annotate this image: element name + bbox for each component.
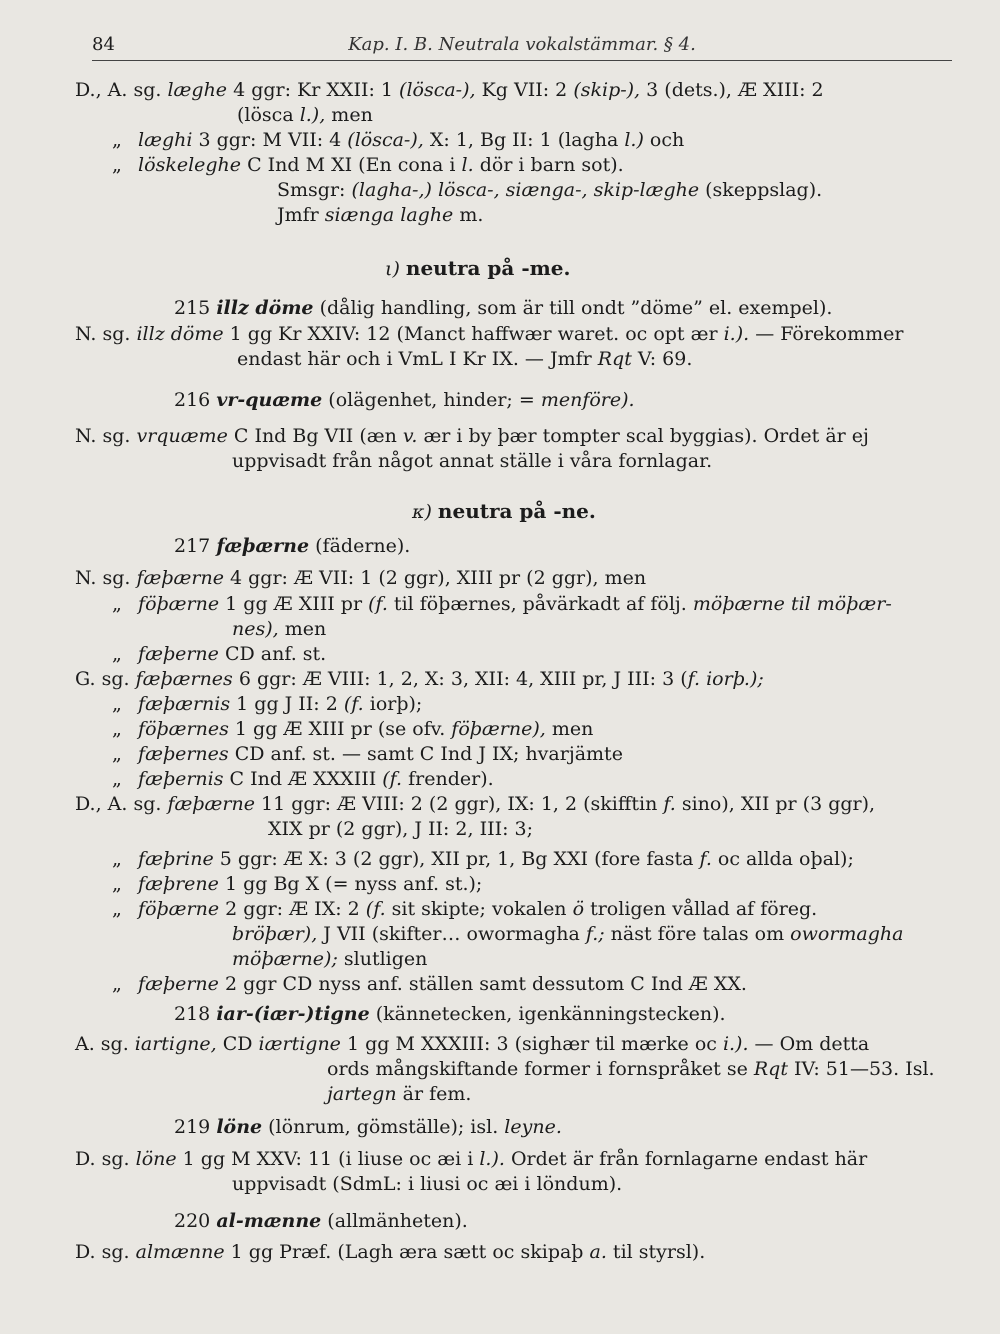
text-segment: fæþærnes: [135, 668, 233, 690]
text-segment: 1 gg Æ XIII pr (se ofv.: [228, 718, 452, 740]
text-line: [174, 388, 635, 412]
text-line: [75, 1147, 867, 1171]
text-segment: 1 gg J II: 2: [230, 693, 344, 715]
text-segment: illz döme: [136, 323, 224, 345]
text-segment: och: [643, 129, 685, 151]
text-line: [277, 178, 822, 202]
text-segment: Rqt: [597, 348, 632, 370]
text-segment: slutligen: [337, 948, 428, 970]
text-segment: (fäderne).: [309, 535, 411, 557]
text-segment: D., A. sg.: [75, 793, 168, 815]
text-segment: (f.: [382, 768, 403, 790]
text-line: [112, 972, 747, 996]
text-segment: ær i by þær tompter scal byggias). Ordet är ej: [417, 425, 869, 447]
text-segment: CD: [216, 1033, 259, 1055]
text-segment: 216: [174, 389, 217, 411]
text-line: [174, 1002, 726, 1026]
text-segment: uppvisadt (SdmL: i liusi oc æi i löndum).: [232, 1173, 623, 1195]
text-segment: (f.: [343, 693, 364, 715]
text-line: [174, 296, 832, 320]
text-segment: löskeleghe: [138, 154, 242, 176]
text-segment: 3 (dets.), Æ XIII: 2: [640, 79, 824, 101]
text-segment: 11 ggr: Æ VIII: 2 (2 ggr), IX: 1, 2 (skifftin: [254, 793, 664, 815]
text-line: [112, 717, 593, 741]
text-segment: föþærnes: [138, 718, 229, 740]
text-line: [75, 322, 903, 346]
text-segment: „: [112, 718, 122, 740]
text-line: [237, 347, 692, 371]
text-line: [232, 947, 427, 971]
text-segment: l.),: [299, 104, 326, 126]
text-segment: (olägenhet, hinder; =: [322, 389, 541, 411]
text-segment: „: [112, 154, 122, 176]
text-segment: „: [112, 973, 122, 995]
text-segment: fæþærnis: [138, 693, 231, 715]
text-segment: ö: [572, 898, 585, 920]
text-segment: föþærne),: [451, 718, 546, 740]
text-segment: CD anf. st. — samt C Ind J IX; hvarjämte: [228, 743, 623, 765]
text-line: [232, 922, 903, 946]
text-line: [174, 1209, 468, 1233]
text-line: [412, 499, 596, 524]
text-segment: κ): [412, 501, 438, 523]
text-segment: (skip-),: [573, 79, 641, 101]
text-segment: frender).: [402, 768, 494, 790]
text-segment: är fem.: [396, 1083, 472, 1105]
text-segment: f.;: [585, 923, 605, 945]
text-segment: l.): [624, 129, 644, 151]
text-line: [75, 792, 875, 816]
text-line: [112, 153, 624, 177]
text-segment: Ordet är från fornlagarne endast här: [504, 1148, 868, 1170]
text-segment: (allmänheten).: [321, 1210, 468, 1232]
text-segment: 1 gg M XXV: 11 (i liuse oc æi i: [176, 1148, 480, 1170]
text-segment: C Ind M XI (En cona i: [241, 154, 462, 176]
text-segment: — Förekommer: [749, 323, 904, 345]
headword: fæþærne: [216, 535, 310, 557]
text-segment: ι): [385, 258, 406, 280]
text-line: [112, 767, 494, 791]
text-segment: 1 gg Præf. (Lagh æra sætt oc skipaþ: [224, 1241, 590, 1263]
text-segment: Smsgr:: [277, 179, 352, 201]
text-segment: V: 69.: [631, 348, 693, 370]
text-segment: 220: [174, 1210, 217, 1232]
text-segment: men: [325, 104, 373, 126]
text-line: [75, 424, 869, 448]
text-segment: v.: [402, 425, 418, 447]
text-segment: D. sg.: [75, 1148, 136, 1170]
text-line: [112, 897, 817, 921]
text-segment: iartigne,: [134, 1033, 217, 1055]
text-segment: (dålig handling, som är till ondt ”döme” el. exempel).: [313, 297, 833, 319]
text-segment: til föþærnes, påvärkadt af följ.: [387, 593, 693, 615]
text-line: [385, 256, 570, 281]
text-segment: 1 gg M XXXIII: 3 (sighær til mærke oc: [340, 1033, 723, 1055]
text-segment: föþærne: [138, 898, 220, 920]
text-segment: 218: [174, 1003, 217, 1025]
text-segment: „: [112, 593, 122, 615]
text-segment: „: [112, 129, 122, 151]
text-segment: nes),: [232, 618, 279, 640]
text-segment: i.).: [722, 1033, 749, 1055]
headword: al-mænne: [216, 1210, 322, 1232]
text-segment: f.: [699, 848, 712, 870]
text-segment: 1 gg Æ XIII pr: [219, 593, 369, 615]
headword: iar-(iær-)tigne: [216, 1003, 370, 1025]
text-segment: (lösca: [237, 104, 300, 126]
section-heading: neutra på -ne.: [437, 499, 596, 523]
text-line: [327, 1082, 471, 1106]
running-title: Kap. I. B. Neutrala vokalstämmar. § 4.: [348, 34, 696, 55]
text-segment: D., A. sg.: [75, 79, 168, 101]
text-segment: fæþernes: [138, 743, 229, 765]
text-segment: siænga laghe: [324, 204, 454, 226]
text-segment: 4 ggr: Æ VII: 1 (2 ggr), XIII pr (2 ggr), men: [223, 567, 647, 589]
text-segment: möþærne til möþær-: [692, 593, 892, 615]
text-line: [112, 128, 684, 152]
text-segment: fæþerne: [138, 643, 219, 665]
text-segment: N. sg.: [75, 323, 137, 345]
text-segment: 215: [174, 297, 217, 319]
text-segment: vrquæme: [136, 425, 228, 447]
text-line: [112, 692, 422, 716]
text-segment: 217: [174, 535, 217, 557]
text-segment: N. sg.: [75, 425, 137, 447]
text-line: [112, 847, 854, 871]
text-line: [75, 1032, 869, 1056]
text-segment: 3 ggr: M VII: 4: [192, 129, 348, 151]
text-segment: N. sg.: [75, 567, 137, 589]
text-segment: föþærne: [138, 593, 220, 615]
text-segment: J VII (skifter… owormagha: [317, 923, 586, 945]
text-segment: læghe: [167, 79, 228, 101]
text-segment: endast här och i VmL I Kr IX. — Jmfr: [237, 348, 598, 370]
text-segment: (lagha-,) lösca-, siænga-, skip-læghe: [351, 179, 700, 201]
text-line: [75, 1240, 705, 1264]
text-line: [277, 203, 483, 227]
text-line: [237, 103, 373, 127]
text-segment: C Ind Bg VII (æn: [227, 425, 403, 447]
text-segment: (skeppslag).: [699, 179, 823, 201]
text-segment: IV: 51—53. Isl.: [787, 1058, 935, 1080]
text-line: [112, 592, 892, 616]
text-segment: f.: [663, 793, 676, 815]
text-segment: troligen vållad af föreg.: [584, 898, 818, 920]
text-segment: iorþ);: [363, 693, 423, 715]
text-segment: C Ind Æ XXXIII: [223, 768, 383, 790]
text-segment: 2 ggr CD nyss anf. ställen samt dessutom C Ind Æ XX.: [218, 973, 747, 995]
text-segment: l.).: [479, 1148, 505, 1170]
text-segment: 219: [174, 1116, 217, 1138]
text-line: [268, 817, 533, 841]
text-segment: uppvisadt från något annat ställe i våra fornlagar.: [232, 450, 713, 472]
text-line: [75, 566, 646, 590]
text-segment: G. sg.: [75, 668, 136, 690]
headword: vr-quæme: [216, 389, 323, 411]
text-segment: „: [112, 848, 122, 870]
text-line: [327, 1057, 935, 1081]
text-segment: fæþernis: [138, 768, 224, 790]
text-line: [112, 642, 326, 666]
text-line: [174, 1115, 562, 1139]
text-segment: „: [112, 743, 122, 765]
text-segment: f. iorþ.);: [687, 668, 764, 690]
text-segment: „: [112, 768, 122, 790]
text-segment: „: [112, 898, 122, 920]
text-segment: „: [112, 643, 122, 665]
text-segment: 1 gg Bg X (= nyss anf. st.);: [218, 873, 483, 895]
text-segment: „: [112, 873, 122, 895]
headword: illz döme: [216, 297, 314, 319]
page-header: [92, 34, 952, 61]
text-segment: — Om detta: [748, 1033, 870, 1055]
section-heading: neutra på -me.: [405, 256, 571, 280]
text-segment: fæþerne: [138, 973, 219, 995]
text-segment: löne: [135, 1148, 177, 1170]
text-segment: CD anf. st.: [218, 643, 327, 665]
text-segment: dör i barn sot).: [473, 154, 624, 176]
text-segment: Jmfr: [277, 204, 325, 226]
text-segment: men: [278, 618, 327, 640]
text-segment: l.: [461, 154, 474, 176]
text-segment: 2 ggr: Æ IX: 2: [219, 898, 366, 920]
text-line: [232, 449, 712, 473]
text-segment: 4 ggr: Kr XXII: 1: [227, 79, 400, 101]
text-segment: men: [545, 718, 594, 740]
headword: löne: [216, 1116, 263, 1138]
text-line: [174, 534, 410, 558]
text-segment: (f.: [368, 593, 388, 615]
text-segment: XIX pr (2 ggr), J II: 2, III: 3;: [268, 818, 534, 840]
text-segment: „: [112, 693, 122, 715]
text-segment: oc allda oþal);: [711, 848, 854, 870]
text-segment: jartegn: [327, 1083, 397, 1105]
text-segment: m.: [453, 204, 484, 226]
text-segment: 6 ggr: Æ VIII: 1, 2, X: 3, XII: 4, XIII pr, J III: 3 (: [232, 668, 688, 690]
text-segment: möþærne);: [232, 948, 338, 970]
text-line: [112, 872, 482, 896]
text-segment: (kännetecken, igenkänningstecken).: [369, 1003, 726, 1025]
page-number: 84: [92, 34, 115, 55]
text-segment: ords mångskiftande former i fornspråket se: [327, 1058, 754, 1080]
text-segment: (f.: [365, 898, 386, 920]
text-segment: 1 gg Kr XXIV: 12 (Manct haffwær waret. oc opt ær: [223, 323, 724, 345]
text-segment: owormagha: [790, 923, 904, 945]
text-segment: sit skipte; vokalen: [385, 898, 573, 920]
text-segment: fæþrene: [138, 873, 219, 895]
text-segment: i.).: [723, 323, 750, 345]
text-segment: (lösca-),: [347, 129, 424, 151]
text-segment: fæþærne: [136, 567, 224, 589]
text-segment: leyne.: [504, 1116, 562, 1138]
text-segment: X: 1, Bg II: 1 (lagha: [423, 129, 625, 151]
text-line: [75, 78, 824, 102]
text-segment: a.: [589, 1241, 607, 1263]
text-segment: (lönrum, gömställe); isl.: [262, 1116, 505, 1138]
text-line: [112, 742, 623, 766]
text-segment: fæþrine: [138, 848, 214, 870]
text-segment: D. sg.: [75, 1241, 136, 1263]
text-segment: sino), XII pr (3 ggr),: [675, 793, 876, 815]
text-segment: læghi: [138, 129, 193, 151]
text-segment: fæþærne: [167, 793, 255, 815]
text-line: [232, 617, 326, 641]
text-segment: menföre).: [540, 389, 635, 411]
text-segment: A. sg.: [75, 1033, 135, 1055]
text-segment: Rqt: [753, 1058, 788, 1080]
text-segment: til styrsl).: [606, 1241, 706, 1263]
text-line: [75, 667, 764, 691]
text-segment: iærtigne: [258, 1033, 341, 1055]
text-segment: almænne: [135, 1241, 225, 1263]
text-segment: Kg VII: 2: [475, 79, 574, 101]
text-line: [232, 1172, 622, 1196]
text-segment: bröþær),: [232, 923, 318, 945]
text-segment: 5 ggr: Æ X: 3 (2 ggr), XII pr, 1, Bg XXI (fore fasta: [213, 848, 700, 870]
text-segment: (lösca-),: [399, 79, 476, 101]
text-segment: näst före talas om: [604, 923, 791, 945]
